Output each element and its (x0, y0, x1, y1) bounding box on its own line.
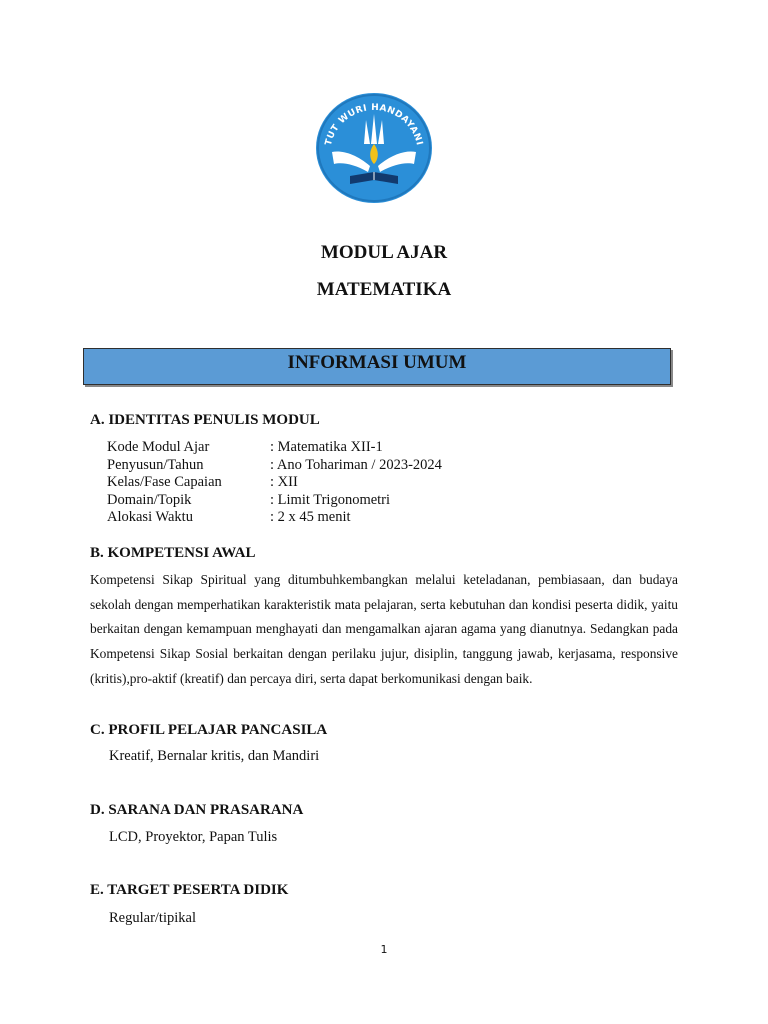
page-number: 1 (380, 943, 388, 956)
section-e-heading: E. TARGET PESERTA DIDIK (90, 882, 289, 898)
identity-label: Alokasi Waktu (107, 509, 193, 526)
identity-label: Kelas/Fase Capaian (107, 474, 222, 491)
section-banner: INFORMASI UMUM (83, 348, 671, 385)
identity-label: Penyusun/Tahun (107, 456, 204, 473)
document-title: MODUL AJAR (320, 242, 448, 263)
identity-value: : XII (270, 474, 298, 491)
identity-row (107, 439, 442, 457)
section-c-text: Kreatif, Bernalar kritis, dan Mandiri (109, 748, 320, 764)
identity-value: : Limit Trigonometri (270, 491, 391, 508)
section-b-heading: B. KOMPETENSI AWAL (90, 545, 256, 561)
document-subject: MATEMATIKA (316, 279, 452, 300)
identity-row (107, 509, 442, 527)
identity-row (107, 457, 442, 475)
identity-value: : 2 x 45 menit (270, 509, 351, 526)
tut-wuri-handayani-logo (314, 92, 434, 204)
section-d-heading: D. SARANA DAN PRASARANA (90, 802, 304, 818)
identity-row (107, 492, 442, 510)
identity-row (107, 474, 442, 492)
section-a-heading: A. IDENTITAS PENULIS MODUL (90, 412, 320, 428)
identity-value: : Ano Tohariman / 2023-2024 (270, 456, 442, 473)
logo-motto: TUT WURI HANDAYANI (323, 102, 425, 147)
identity-table (107, 439, 442, 527)
section-d-text: LCD, Proyektor, Papan Tulis (109, 829, 278, 845)
identity-value: : Matematika XII-1 (270, 439, 383, 455)
section-c-heading: C. PROFIL PELAJAR PANCASILA (90, 722, 328, 738)
section-e-text: Regular/tipikal (109, 910, 196, 926)
identity-label: Kode Modul Ajar (107, 439, 210, 455)
identity-label: Domain/Topik (107, 491, 192, 508)
section-b-paragraph: Kompetensi Sikap Spiritual yang ditumbuhkembangkan melalui keteladanan, pembiasaan, dan budaya sekolah dengan memperhatikan karakteristik mata pelajaran, serta kebutuhan dan kondisi peserta didik, yaitu berkaitan dengan kemampuan menghayati dan mengamalkan ajaran agama yang dianutnya. Sedangkan pada Kompetensi Sikap Sosial berkaitan dengan perilaku jujur, disiplin, tanggung jawab, kerjasama, responsive (kritis),pro-aktif (kreatif) dan percaya diri, serta dapat berkomunikasi dengan baik. (90, 572, 678, 686)
